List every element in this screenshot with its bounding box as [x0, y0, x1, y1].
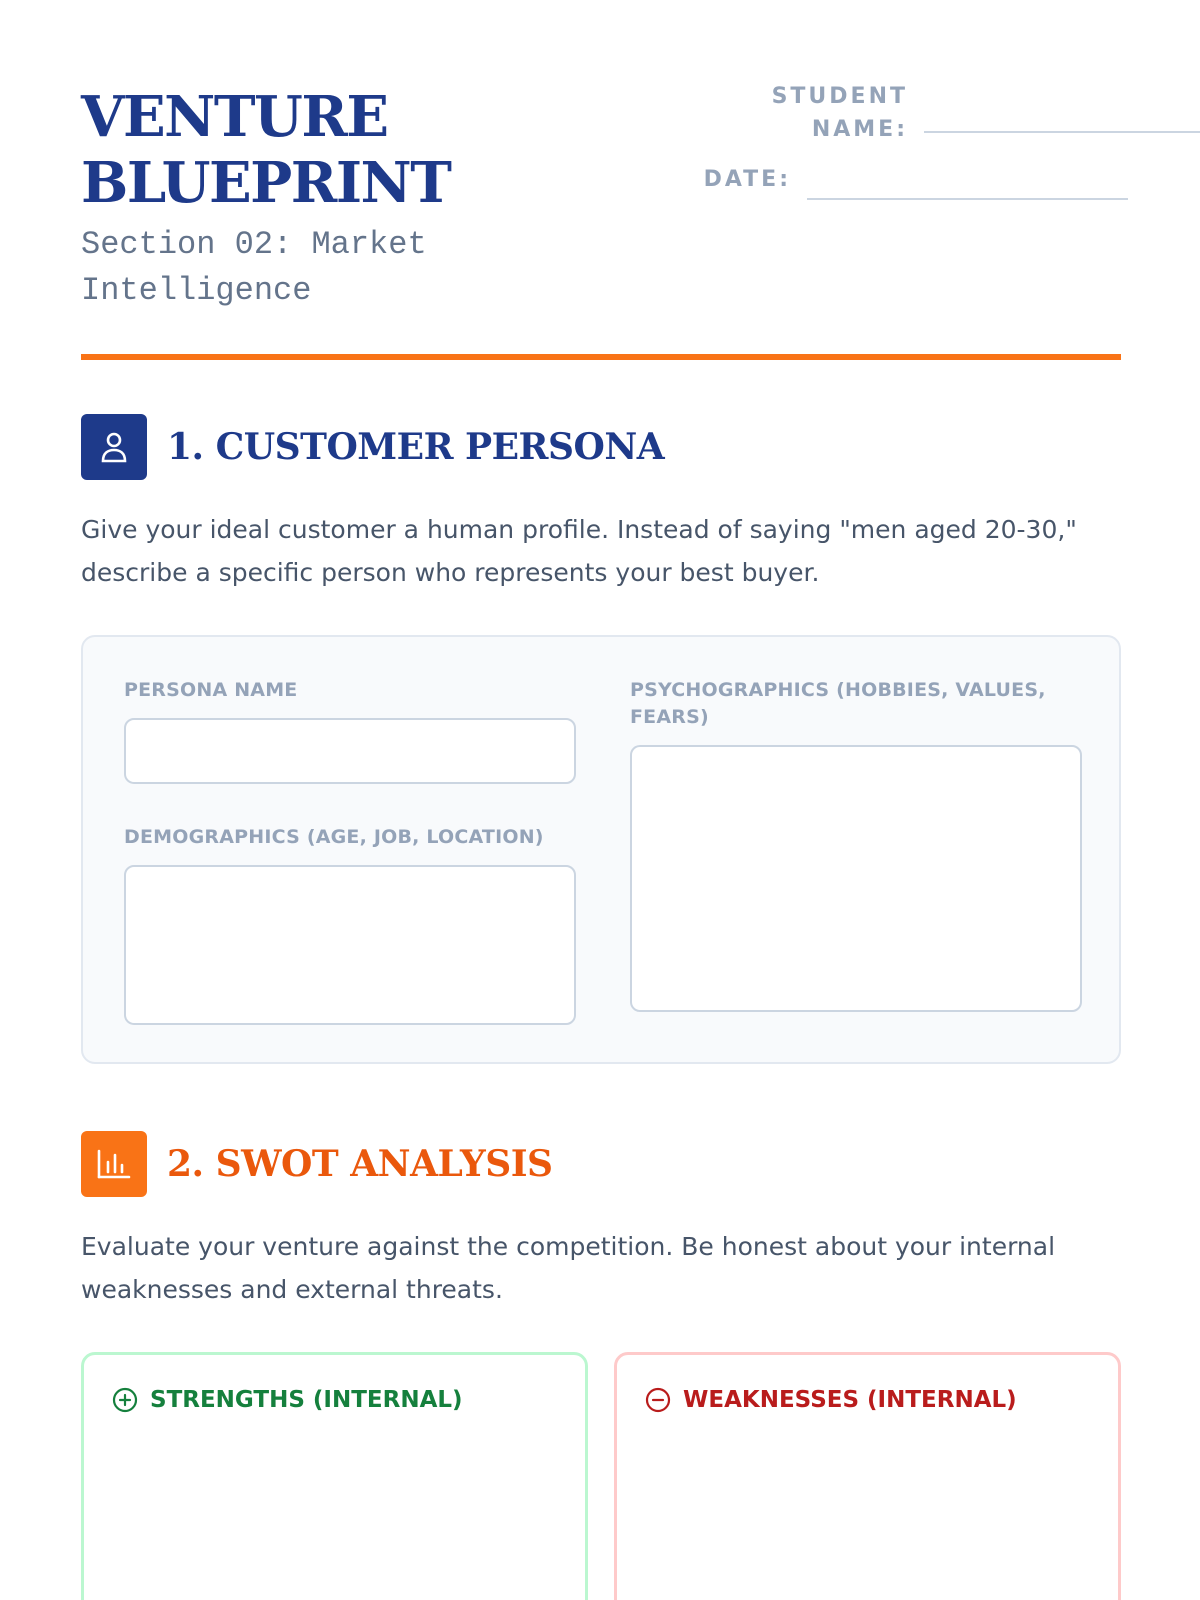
persona-name-input[interactable]	[124, 718, 576, 784]
persona-name-label: PERSONA NAME	[124, 679, 298, 701]
date-label: DATE:	[703, 167, 791, 192]
minus-circle-icon	[645, 1387, 671, 1413]
student-name-label	[676, 80, 908, 146]
plus-circle-icon	[112, 1387, 138, 1413]
section-subtitle	[81, 222, 501, 314]
swot-analysis-heading: 2. SWOT ANALYSIS	[167, 1143, 553, 1185]
student-name-line[interactable]	[924, 131, 1200, 133]
header-divider	[81, 354, 1121, 360]
psychographics-input[interactable]	[630, 745, 1082, 1012]
demographics-input[interactable]	[124, 865, 576, 1025]
weaknesses-label: WEAKNESSES (INTERNAL)	[683, 1387, 1017, 1413]
weaknesses-box[interactable]	[614, 1352, 1121, 1600]
title-line-1: VENTURE	[81, 84, 388, 150]
worksheet-page	[81, 0, 1121, 1600]
psychographics-label: PSYCHOGRAPHICS (HOBBIES, VALUES, FEARS)	[630, 679, 1046, 728]
strengths-label: STRENGTHS (INTERNAL)	[150, 1387, 463, 1413]
title-line-2: BLUEPRINT	[81, 150, 451, 216]
weaknesses-header	[645, 1384, 1017, 1416]
student-label-line-2: NAME:	[811, 117, 908, 142]
student-label-line-1: STUDENT	[771, 84, 908, 109]
subtitle-line-2: Intelligence	[81, 272, 312, 309]
strengths-box[interactable]	[81, 1352, 588, 1600]
demographics-label: DEMOGRAPHICS (AGE, JOB, LOCATION)	[124, 826, 544, 848]
user-icon	[81, 414, 147, 480]
persona-card	[81, 635, 1121, 1064]
date-line[interactable]	[807, 198, 1128, 200]
bar-chart-icon	[81, 1131, 147, 1197]
subtitle-line-1: Section 02: Market	[81, 226, 427, 263]
strengths-header	[112, 1384, 463, 1416]
swot-analysis-description: Evaluate your venture against the competition. Be honest about your internal weaknesses and external threats.	[81, 1232, 1056, 1304]
worksheet-title	[81, 84, 601, 216]
customer-persona-description: Give your ideal customer a human profile. Instead of saying "men aged 20-30," describe a specific person who represents your best buyer.	[81, 515, 1077, 587]
customer-persona-heading: 1. CUSTOMER PERSONA	[167, 426, 665, 468]
